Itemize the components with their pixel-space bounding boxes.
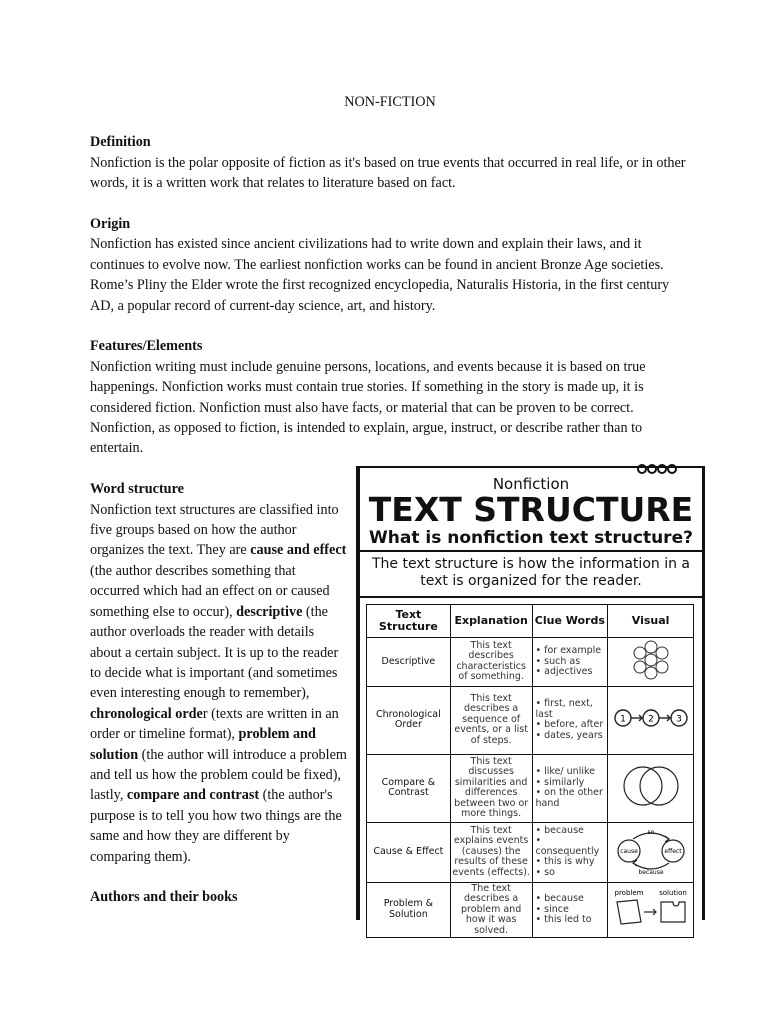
clue-word: • first, next, last bbox=[535, 698, 593, 720]
chronological-visual bbox=[608, 686, 694, 754]
problem-solution-visual bbox=[608, 882, 694, 938]
definition-text: Nonfiction is the polar opposite of fiction as it's based on true events that occurred in real life, or in other words, it is a written work that relates to literature based on fact. bbox=[90, 154, 686, 192]
ws-text-5: (the author will introduce a problem and tell us how the problem could be fixed), lastly, bbox=[90, 746, 347, 804]
step-one-label: 1 bbox=[619, 714, 626, 725]
row-explanation: The text describes a problem and how it was solved. bbox=[450, 882, 532, 938]
clue-word: • similarly bbox=[535, 776, 585, 788]
effect-label: effect bbox=[664, 848, 682, 856]
decorative-doodle bbox=[636, 462, 680, 482]
table-row bbox=[367, 754, 694, 822]
row-name: Problem & Solution bbox=[367, 882, 451, 938]
row-explanation: This text discusses similarities and differences between two or more things. bbox=[450, 754, 532, 822]
table-row bbox=[367, 882, 694, 938]
clue-word: • consequently bbox=[535, 835, 600, 857]
clue-word: • so bbox=[535, 866, 555, 878]
poster-description: The text structure is how the information in a text is organized for the reader. bbox=[360, 552, 702, 598]
row-explanation: This text explains events (causes) the results of these events (effects). bbox=[450, 822, 532, 882]
ws-term-descriptive: descriptive bbox=[236, 603, 303, 620]
row-name: Descriptive bbox=[367, 638, 451, 687]
cause-label: cause bbox=[619, 848, 638, 856]
problem-label: problem bbox=[614, 889, 644, 897]
row-explanation: This text describes a sequence of events, or a list of steps. bbox=[450, 686, 532, 754]
header-text-structure: Text Structure bbox=[367, 605, 451, 638]
clue-word: • this is why bbox=[535, 856, 595, 868]
word-structure-text bbox=[90, 500, 348, 867]
ws-text-3: (the author overloads the reader with details about a certain subject. It is up to the reader to decide what is important (and sometimes even interesting enough to remember), bbox=[90, 603, 339, 702]
cause-effect-visual bbox=[608, 822, 694, 882]
row-name: Compare & Contrast bbox=[367, 754, 451, 822]
table-row bbox=[367, 686, 694, 754]
clue-word: • on the other hand bbox=[535, 787, 603, 809]
ws-term-chronological: chronological orde bbox=[90, 705, 203, 722]
row-explanation: This text describes characteristics of something. bbox=[450, 638, 532, 687]
because-label: because bbox=[638, 869, 664, 877]
table-row bbox=[367, 822, 694, 882]
venn-diagram-icon bbox=[619, 763, 683, 809]
clue-word: • because bbox=[535, 893, 584, 904]
text-structure-poster bbox=[356, 466, 705, 936]
clue-word: • such as bbox=[535, 655, 581, 667]
ws-term-compare-contrast: compare and contrast bbox=[126, 787, 260, 804]
clue-word: • before, after bbox=[535, 719, 604, 730]
clue-word: • this led to bbox=[535, 914, 592, 925]
step-two-label: 2 bbox=[647, 714, 654, 725]
step-three-label: 3 bbox=[675, 714, 682, 725]
word-structure-heading: Word structure bbox=[90, 481, 184, 498]
features-text: Nonfiction writing must include genuine persons, locations, and events because it is based on true happenings. Nonfiction works must contain true stories. If something in the story is made up, it is considered fiction. Nonfiction must also have facts, or material that can be proven to be correct. Nonfiction, as opposed to fiction, is intended to explain, argue, instruct, or describe rather than to entertain. bbox=[90, 358, 646, 457]
page-title: NON-FICTION bbox=[344, 94, 436, 110]
poster-big-title: TEXT STRUCTURE bbox=[368, 490, 694, 529]
structure-table bbox=[366, 604, 694, 938]
poster-question: What is nonfiction text structure? bbox=[360, 528, 702, 552]
table-header-row bbox=[367, 605, 694, 638]
authors-heading: Authors and their books bbox=[90, 889, 238, 906]
row-name: Cause & Effect bbox=[367, 822, 451, 882]
header-explanation: Explanation bbox=[450, 605, 532, 638]
poster-small-title: Nonfiction bbox=[492, 475, 570, 493]
clue-word: • adjectives bbox=[535, 666, 593, 677]
ws-text-6: (the author's purpose is to tell you how two things are the same and how they are different by comparing them). bbox=[90, 787, 342, 865]
row-clues bbox=[532, 638, 608, 687]
clue-word: • for example bbox=[535, 645, 602, 656]
descriptive-visual bbox=[608, 638, 694, 687]
clue-word: • because bbox=[535, 824, 584, 836]
origin-text: Nonfiction has existed since ancient civilizations had to write down and explain their laws, and it continues to evolve now. The earliest nonfiction works can be found in ancient Bronze Age societies. Rome’s Pliny the Elder wrote the first recognized encyclopedia, Naturalis Historia, in the first century AD, a popular record of current-day science, art, and history. bbox=[90, 236, 670, 314]
cycle-arrows-icon bbox=[611, 825, 691, 875]
header-visual: Visual bbox=[608, 605, 694, 638]
definition-heading: Definition bbox=[90, 134, 151, 151]
solution-label: solution bbox=[658, 889, 687, 897]
row-clues bbox=[532, 822, 608, 882]
row-name: Chronological Order bbox=[367, 686, 451, 754]
so-label: so bbox=[647, 829, 654, 837]
ws-text-1: Nonfiction text structures are classified into five groups based on how the author organizes the text. They are bbox=[90, 501, 339, 559]
puzzle-pieces-icon bbox=[611, 886, 691, 930]
row-clues bbox=[532, 754, 608, 822]
origin-heading: Origin bbox=[90, 216, 131, 233]
features-heading: Features/Elements bbox=[90, 338, 203, 355]
ws-term-cause-effect: cause and effect bbox=[250, 542, 347, 559]
web-circles-icon bbox=[621, 639, 681, 681]
clue-word: • like/ unlike bbox=[535, 766, 595, 777]
table-row bbox=[367, 638, 694, 687]
clue-word: • since bbox=[535, 903, 569, 915]
compare-visual bbox=[608, 754, 694, 822]
loops-icon bbox=[636, 462, 680, 476]
ws-text-4: r (texts are written in an order or timeline format), bbox=[90, 705, 339, 743]
word-structure-column bbox=[90, 479, 348, 908]
ws-text-2: (the author describes something that occurred which had an effect on or caused something else to occur), bbox=[90, 562, 330, 620]
row-clues bbox=[532, 882, 608, 938]
header-clue-words: Clue Words bbox=[532, 605, 608, 638]
timeline-arrows-icon bbox=[613, 707, 689, 729]
clue-word: • dates, years bbox=[535, 729, 603, 741]
ws-term-problem-solution: problem and solution bbox=[90, 726, 316, 763]
row-clues bbox=[532, 686, 608, 754]
